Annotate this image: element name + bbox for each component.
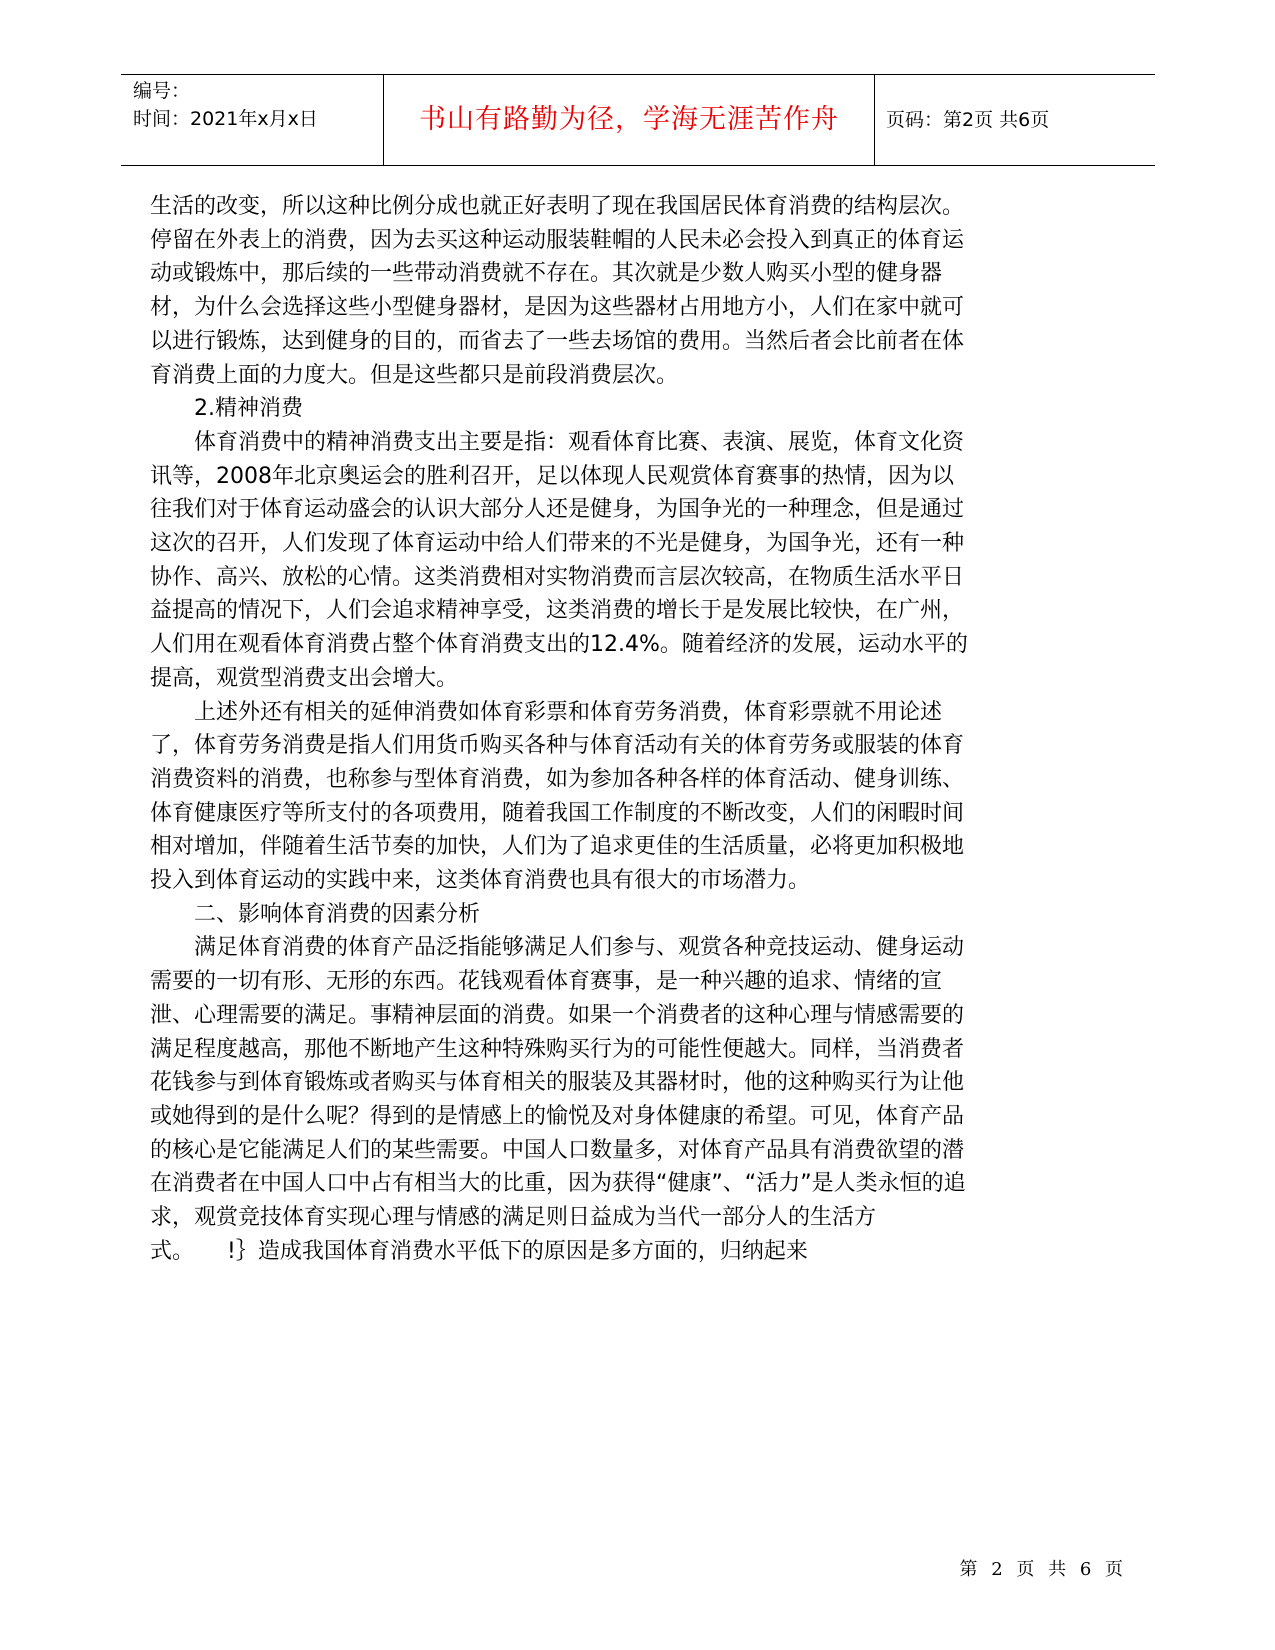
body-paragraph: 满足体育消费的体育产品泛指能够满足人们参与、观赏各种竞技运动、健身运动需要的一切有形、无形的东西。花钱观看体育赛事，是一种兴趣的追求、情绪的宣泄、心理需要的满足。事精神层面的消费。如果一个消费者的这种心理与情感需要的满足程度越高，那他不断地产生这种特殊购买行为的可能性便越大。同样，当消费者花钱参与到体育锻炼或者购买与体育相关的服装及其器材时，他的这种购买行为让他或她得到的是什么呢？得到的是情感上的愉悦及对身体健康的希望。可见，体育产品的核心是它能满足人们的某些需要。中国人口数量多，对体育产品具有消费欲望的潜在消费者在中国人口中占有相当大的比重，因为获得“健康”、“活力”是人类永恒的追求，观赏竞技体育实现心理与情感的满足则日益成为当代一部分人的生活方式。 !｝造成我国体育消费水平低下的原因是多方面的，归纳起来 xyxy=(150,935,966,1264)
header-divider xyxy=(874,75,875,165)
body-paragraph: 上述外还有相关的延伸消费如体育彩票和体育劳务消费，体育彩票就不用论述了，体育劳务消费是指人们用货币购买各种与体育活动有关的体育劳务或服装的体育消费资料的消费，也称参与型体育消费，如为参加各种各样的体育活动、健身训练、体育健康医疗等所支付的各项费用，随着我国工作制度的不断改变，人们的闲暇时间相对增加，伴随着生活节奏的加快，人们为了追求更佳的生活质量，必将更加积极地投入到体育运动的实践中来，这类体育消费也具有很大的市场潜力。 xyxy=(150,699,965,894)
header-meta xyxy=(133,77,318,133)
header-number-label: 编号： xyxy=(133,80,191,102)
header-motto: 书山有路勤为径，学海无涯苦作舟 xyxy=(419,104,839,135)
page-footer: 第 2 页 共 6 页 xyxy=(959,1559,1127,1580)
section-heading: 二、影响体育消费的因素分析 xyxy=(194,901,481,927)
body-paragraph: 体育消费中的精神消费支出主要是指：观看体育比赛、表演、展览，体育文化资讯等，2008年北京奥运会的胜利召开，足以体现人民观赏体育赛事的热情，因为以往我们对于体育运动盛会的认识大部分人还是健身，为国争光的一种理念，但是通过这次的召开，人们发现了体育运动中给人们带来的不光是健身，为国争光，还有一种协作、高兴、放松的心情。这类消费相对实物消费而言层次较高，在物质生活水平日益提高的情况下，人们会追求精神享受，这类消费的增长于是发展比较快，在广州，人们用在观看体育消费占整个体育消费支出的12.4%。随着经济的发展，运动水平的提高，观赏型消费支出会增大。 xyxy=(150,429,968,691)
header-time-label: 时间：2021年x月x日 xyxy=(133,108,318,130)
page-header xyxy=(121,74,1155,166)
document-body xyxy=(150,190,970,1269)
header-divider xyxy=(383,75,384,165)
section-heading: 2.精神消费 xyxy=(194,396,303,422)
body-paragraph: 生活的改变，所以这种比例分成也就正好表明了现在我国居民体育消费的结构层次。停留在外表上的消费，因为去买这种运动服装鞋帽的人民未必会投入到真正的体育运动或锻炼中，那后续的一些带动消费就不存在。其次就是少数人购买小型的健身器材，为什么会选择这些小型健身器材，是因为这些器材占用地方小，人们在家中就可以进行锻炼，达到健身的目的，而省去了一些去场馆的费用。当然后者会比前者在体育消费上面的力度大。但是这些都只是前段消费层次。 xyxy=(150,194,965,388)
header-page-label: 页码：第2页 共6页 xyxy=(886,109,1050,131)
